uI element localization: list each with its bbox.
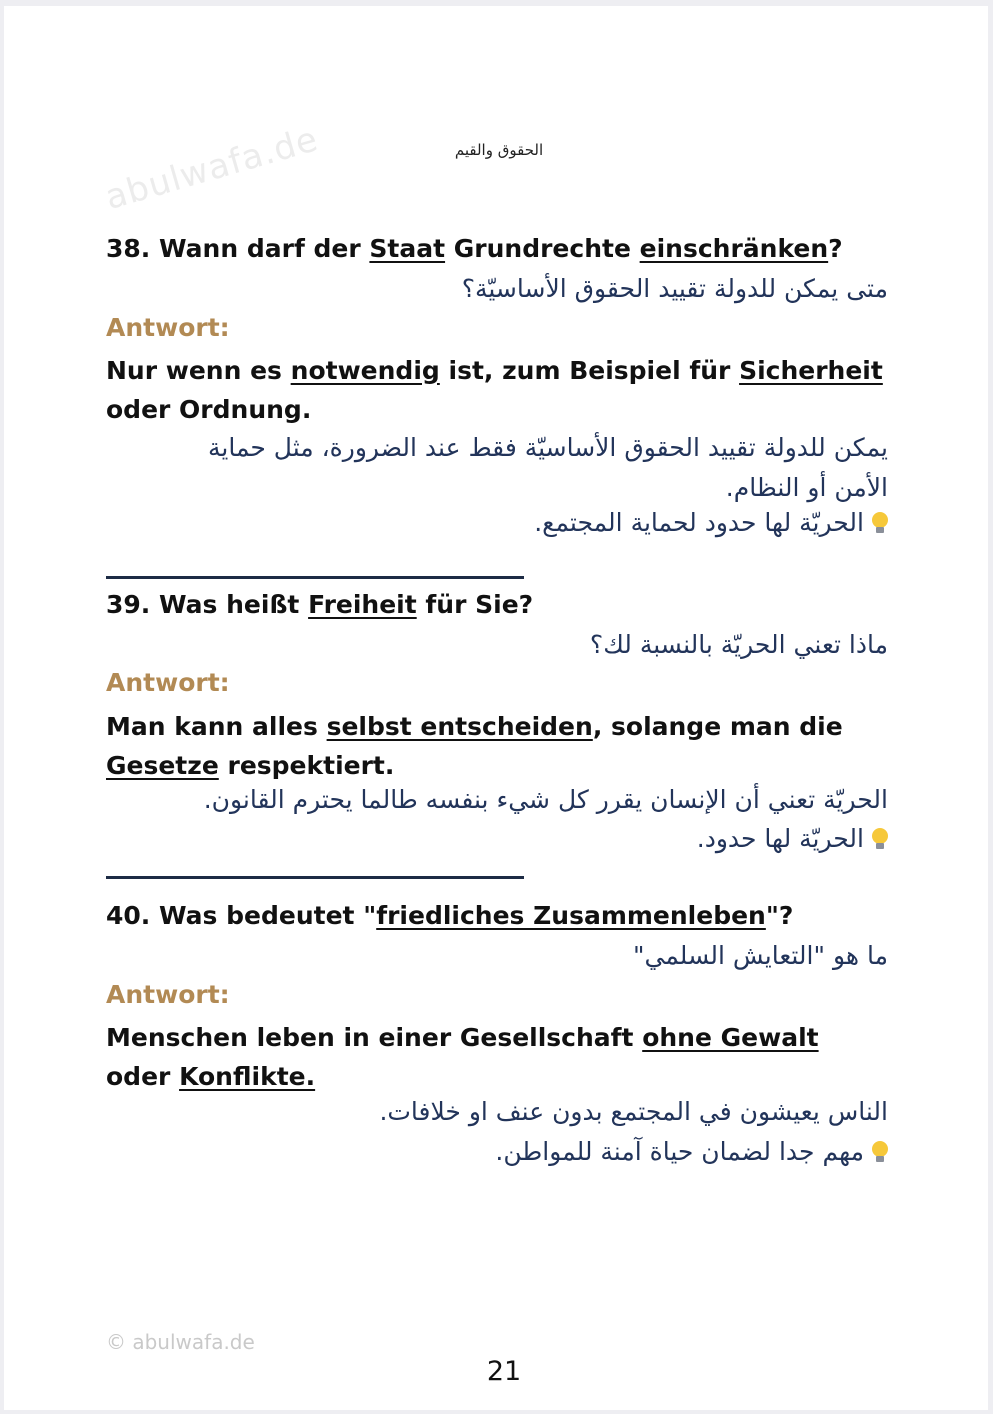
underlined-term: Gesetze — [106, 751, 219, 780]
underlined-term: selbst entscheiden — [326, 712, 593, 741]
answer-38 — [106, 351, 886, 429]
underlined-term: Staat — [369, 234, 446, 263]
answer-text: Man kann alles — [106, 712, 327, 741]
answer-label: Antwort: — [106, 668, 230, 697]
question-38 — [106, 234, 843, 263]
question-text: 39. Was heißt — [106, 590, 309, 619]
question-text: Grundrechte — [445, 234, 640, 263]
answer-40-arabic: الناس يعيشون في المجتمع بدون عنف او خلافات. — [379, 1097, 888, 1126]
answer-40 — [106, 1018, 886, 1096]
question-text: 40. Was bedeutet " — [106, 901, 377, 930]
lightbulb-icon — [872, 828, 888, 850]
question-text: "? — [765, 901, 794, 930]
question-39 — [106, 590, 533, 619]
lightbulb-icon — [872, 1141, 888, 1163]
underlined-term: Konflikte. — [179, 1062, 316, 1091]
lightbulb-icon — [872, 512, 888, 534]
tip-text: الحريّة لها حدود لحماية المجتمع. — [534, 508, 864, 537]
answer-text: Menschen leben in einer Gesellschaft — [106, 1023, 643, 1052]
answer-text: respektiert. — [218, 751, 395, 780]
answer-label: Antwort: — [106, 313, 230, 342]
answer-text: , solange man die — [592, 712, 843, 741]
answer-text: oder — [106, 1062, 180, 1091]
underlined-term: friedliches Zusammenleben — [376, 901, 766, 930]
divider — [106, 876, 524, 879]
answer-38-arabic: يمكن للدولة تقييد الحقوق الأساسيّة فقط عند الضرورة، مثل حماية الأمن أو النظام. — [207, 433, 888, 502]
answer-39 — [106, 707, 886, 785]
tip-39 — [697, 824, 888, 853]
answer-39-arabic: الحريّة تعني أن الإنسان يقرر كل شيء بنفسه طالما يحترم القانون. — [203, 785, 888, 814]
question-39-arabic: ماذا تعني الحريّة بالنسبة لك؟ — [589, 630, 888, 659]
answer-label: Antwort: — [106, 980, 230, 1009]
copyright-footer: © abulwafa.de — [106, 1330, 255, 1354]
underlined-term: ohne Gewalt — [642, 1023, 819, 1052]
tip-38 — [534, 508, 888, 537]
page-number: 21 — [486, 1356, 522, 1387]
tip-40 — [495, 1137, 888, 1166]
watermark: abulwafa.de — [100, 119, 323, 218]
tip-text: مهم جدا لضمان حياة آمنة للمواطن. — [495, 1137, 864, 1166]
page-header: الحقوق والقيم — [454, 141, 544, 159]
question-40-arabic: ما هو "التعايش السلمي" — [633, 941, 888, 970]
underlined-term: Sicherheit — [739, 356, 883, 385]
answer-text: oder Ordnung. — [106, 395, 312, 424]
underlined-term: notwendig — [290, 356, 440, 385]
answer-text: Nur wenn es — [106, 356, 291, 385]
underlined-term: Freiheit — [308, 590, 417, 619]
question-38-arabic: متى يمكن للدولة تقييد الحقوق الأساسيّة؟ — [461, 274, 888, 303]
answer-text: ist, zum Beispiel für — [439, 356, 740, 385]
question-40 — [106, 901, 793, 930]
tip-text: الحريّة لها حدود. — [696, 824, 864, 853]
question-text: 38. Wann darf der — [106, 234, 370, 263]
question-text: für Sie? — [416, 590, 534, 619]
question-text: ? — [828, 234, 843, 263]
underlined-term: einschränken — [639, 234, 829, 263]
page — [4, 6, 988, 1410]
divider — [106, 576, 524, 579]
